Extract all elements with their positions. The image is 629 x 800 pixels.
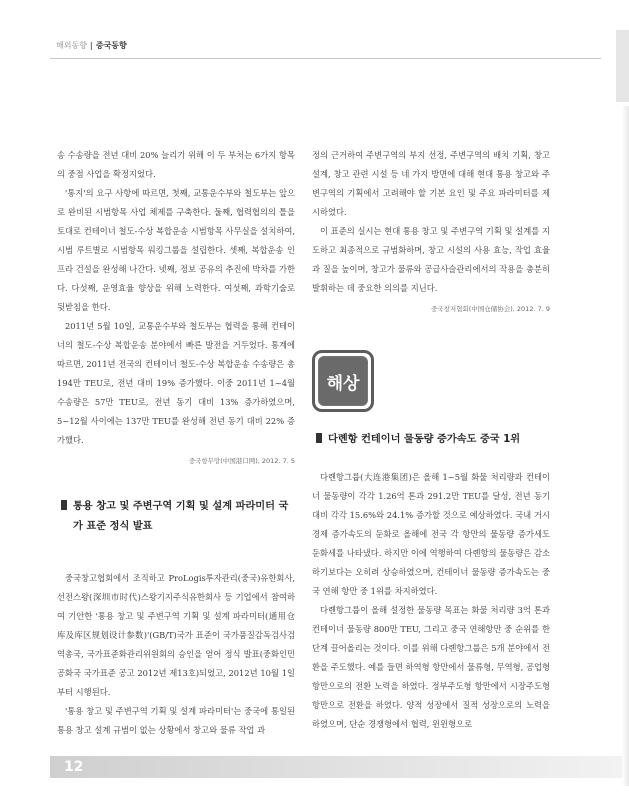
right-para-4: 다롄항그룹이 올해 설정한 물동량 목표는 화물 처리량 3억 톤과 컨테이너 물동량 800만 TEU, 그리고 중국 연해항만 중 순위를 한단계 끌어올리는 것이다. 이를 위해 다롄항그룹은 5개 분야에서 전환을 주도했다. 예를 들면 하역형 항만에서 물류형, 무역형, 공업형 항만으로의 전환 노력을 하였다. 정부주도형 항만에서 시장주도형 항만으로 전환을 하였다. 양적 성장에서 질적 성장으로의 노력을 하였으며, 단순 경쟁형에서 협력, 윈윈형으로 (312, 605, 550, 729)
side-edge-gradient (622, 106, 629, 786)
right-article-heading (312, 430, 550, 450)
left-para-1: 송 수송량을 전년 대비 20% 늘리기 위해 이 두 부처는 6가지 항목의 중점 사업을 확정지었다. (57, 150, 295, 179)
header-subsection: 중국동향 (95, 41, 127, 50)
right-column-top (312, 146, 550, 313)
category-badge-label: 해상 (318, 356, 368, 406)
left-heading-text: 통용 창고 및 주변구역 기획 및 설계 파라미터 국가 표준 정식 발표 (73, 501, 289, 532)
left-para-5: '통용 창고 및 주변구역 기획 및 설계 파라미터'는 중국에 통일된 통용 창고 설계 규범이 없는 상황에서 창고와 물류 작업 과 (57, 706, 295, 735)
heading-bullet-icon (316, 433, 322, 443)
right-para-1: 정의 근거하여 주변구역의 부지 선정, 주변구역의 배치 기획, 창고 설계, 창고 관련 시설 등 네 가지 방면에 대해 현대 통용 창고와 주변구역의 기획에서 고려해야 할 기본 요인 및 주요 파라미터를 제시하였다. (312, 150, 550, 217)
header-separator: | (89, 41, 93, 50)
header-breadcrumb (56, 40, 127, 51)
side-tab (616, 30, 629, 102)
right-para-3: 다롄항그룹(大连港集团)은 올해 1~5월 화물 처리량과 컨테이너 물동량이 각각 1.26억 톤과 291.2만 TEU를 달성, 전년 동기 대비 각각 15.6%와 24.1% 증가할 것으로 예상하였다. 국내 거시경제 증가속도의 둔화로 올해에 전국 각 항만의 물동량 증가세도 둔화세를 나타냈다. 하지만 이에 역행하여 다롄항의 물동량은 감소하기보다는 오히려 상승하였으며, 컨테이너 물동량 증가속도는 중국 연해 항만 중 1위를 차지하였다. (312, 472, 550, 596)
right-para-2: 이 표준의 실시는 현대 통용 창고 및 주변구역 기획 및 설계를 지도하고 최종적으로 규범화하며, 창고 시설의 사용 효능, 작업 효율과 질을 높이며, 창고가 물류와 공급사슬관리에서의 작용을 충분히 발휘하는 데 중요한 의의를 지닌다. (312, 226, 550, 293)
left-para-2: '통지'의 요구 사항에 따르면, 첫째, 교통운수부와 철도부는 앞으로 완비된 시범항목 사업 체제를 구축한다. 둘째, 협력협의의 틀을 토대로 컨테이너 철도-수상 복합운송 시범항목 사무실을 설치하여, 시범 루트별로 시범항목 워킹그룹을 설립한다. 셋째, 복합운송 인프라 건설을 완성해 나간다. 넷째, 정보 공유의 추진에 박차를 가한다. 다섯째, 운영효율 향상을 위해 노력한다. 여섯째, 과학기술로 뒷받침을 한다. (57, 188, 295, 312)
right-source-1: 중국창저협회(中国仓储协会), 2012. 7. 9 (431, 305, 550, 313)
left-source-1: 중국항무망(中国港口网), 2012. 7. 5 (188, 457, 295, 465)
left-column (57, 146, 295, 740)
page-footer-bar (50, 756, 622, 778)
header-section: 해외동향 (56, 41, 87, 50)
header-rule (50, 58, 601, 59)
right-column-bottom (312, 430, 550, 734)
left-para-3: 2011년 5월 10일, 교통운수부와 철도부는 협력을 통해 컨테이너의 철도-수상 복합운송 분야에서 빠른 발전을 거두었다. 통계에 따르면, 2011년 전국의 컨테이너 철도-수상 복합운송 수송량은 총 194만 TEU로, 전년 대비 19% 증가했다. 이중 2011년 1~4월 수송량은 57만 TEU로, 전년 동기 대비 13% 증가하였으며, 5~12월 사이에는 137만 TEU를 완성해 전년 동기 대비 22% 증가했다. (57, 321, 295, 445)
page-header (0, 0, 629, 62)
page-number: 12 (64, 759, 84, 775)
left-article-heading (57, 497, 295, 537)
heading-bullet-icon (61, 500, 67, 510)
right-heading-text: 다롄항 컨테이너 물동량 증가속도 중국 1위 (328, 434, 521, 445)
category-badge (312, 350, 374, 412)
left-para-4: 중국창고협회에서 조직하고 ProLogis투자관리(중국)유한회사, 선전스왕(深圳市时代)스왕기지주식유한회사 등 기업에서 참여하여 기안한 '통용 창고 및 주변구역 기획 및 설계 파라미터(通用仓库及库区规划设计参数)'(GB/T)국가 표준이 국가품질감독검사검역총국, 국가표준화관리위원회의 승인을 얻어 정식 발표(중화인민공화국 국가표준 공고 2012년 제13호)되었고, 2012년 10월 1일부터 시행된다. (57, 573, 295, 697)
